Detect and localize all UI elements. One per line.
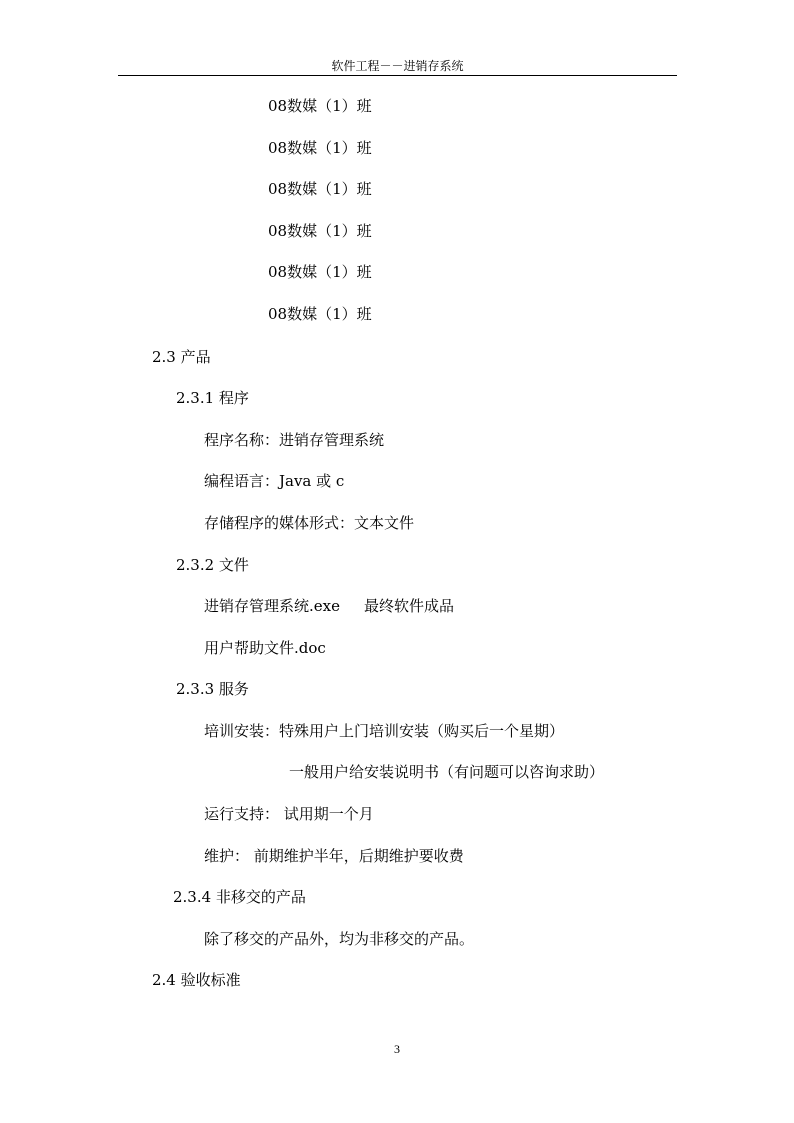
programming-language-line: 编程语言：Java 或 c [204, 472, 345, 490]
section-heading-2-3: 2.3 产品 [152, 348, 211, 366]
file-desc-exe: 最终软件成品 [363, 597, 454, 615]
file-line-exe [204, 597, 454, 615]
subsection-heading-2-3-2: 2.3.2 文件 [176, 556, 249, 574]
file-name-exe: 进销存管理系统.exe [204, 597, 340, 615]
class-list-item: 08数媒（1）班 [268, 305, 372, 323]
subsection-heading-2-3-4: 2.3.4 非移交的产品 [173, 888, 306, 906]
non-delivered-products-text: 除了移交的产品外，均为非移交的产品。 [204, 930, 475, 948]
subsection-heading-2-3-1: 2.3.1 程序 [176, 389, 249, 407]
page-number: 3 [394, 1042, 400, 1056]
storage-medium-line: 存储程序的媒体形式：文本文件 [204, 514, 415, 532]
file-line-doc: 用户帮助文件.doc [204, 639, 326, 657]
class-list-item: 08数媒（1）班 [268, 222, 372, 240]
program-name-line: 程序名称：进销存管理系统 [204, 431, 385, 449]
header-title: 软件工程－－进销存系统 [331, 59, 464, 73]
class-list-item: 08数媒（1）班 [268, 263, 372, 281]
section-heading-2-4: 2.4 验收标准 [152, 971, 241, 989]
class-list-item: 08数媒（1）班 [268, 139, 372, 157]
maintenance-line: 维护： 前期维护半年，后期维护要收费 [204, 847, 464, 865]
page-header [118, 58, 677, 76]
subsection-heading-2-3-3: 2.3.3 服务 [176, 680, 249, 698]
training-install-continuation: 一般用户给安装说明书（有问题可以咨询求助） [289, 763, 605, 781]
class-list-item: 08数媒（1）班 [268, 97, 372, 115]
training-install-line: 培训安装：特殊用户上门培训安装（购买后一个星期） [204, 722, 565, 740]
class-list-item: 08数媒（1）班 [268, 180, 372, 198]
runtime-support-line: 运行支持： 试用期一个月 [204, 805, 374, 823]
